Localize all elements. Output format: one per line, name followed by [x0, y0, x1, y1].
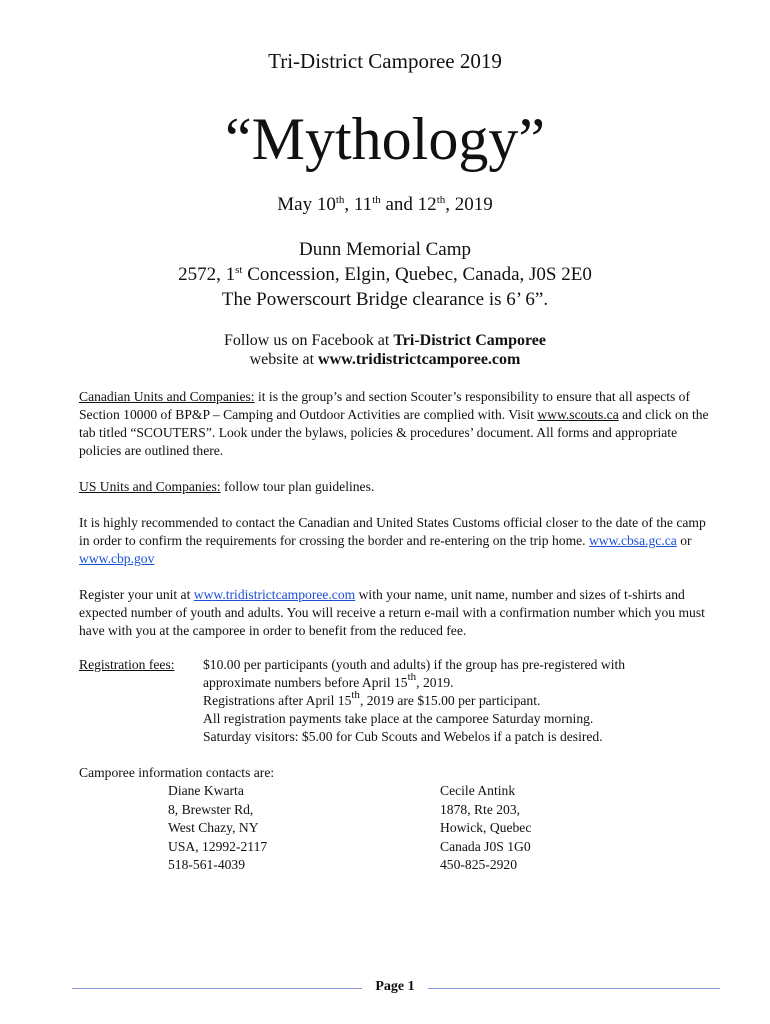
canadian-heading: Canadian Units and Companies:: [79, 389, 255, 404]
contact-city: West Chazy, NY: [168, 820, 259, 835]
cbsa-link[interactable]: www.cbsa.gc.ca: [588, 533, 677, 548]
fee-line: $10.00 per participants (youth and adults) if the group has pre-registered with: [203, 657, 626, 672]
contact-postal: Canada J0S 1G0: [440, 838, 531, 854]
contact-card-1: [168, 782, 267, 875]
website-line: website at www.tridistrictcamporee.com: [249, 351, 521, 368]
fee-line: Saturday visitors: $5.00 for Cub Scouts and Webelos if a patch is desired.: [203, 729, 603, 744]
fee-line: Registrations after April 15th, 2019 are $15.00 per participant.: [203, 689, 541, 708]
register-paragraph: Register your unit at www.tridistrictcamporee.com with your name, unit name, number and sizes of t-shirts and expected number of youth and adults. You will receive a return e-mail with a confirmation number which you must have with you at the camporee in order to benefit from the reduced fee.: [79, 587, 705, 638]
facebook-name: Tri-District Camporee: [393, 332, 546, 349]
website-url: www.tridistrictcamporee.com: [318, 351, 521, 368]
venue-address: 2572, 1st Concession, Elgin, Quebec, Canada, J0S 2E0: [178, 264, 592, 285]
page-number: Page 1: [375, 979, 415, 994]
follow-block: [0, 331, 770, 369]
contacts-label: Camporee information contacts are:: [79, 765, 275, 780]
canadian-paragraph: Canadian Units and Companies: it is the group’s and section Scouter’s responsibility to ensure that all aspects of Section 10000 of BP&P – Camping and Outdoor Activities are complied with. Visit www.scouts.ca and click on the tab titled “SCOUTERS”. Look under the bylaws, policies & procedures’ document. All forms and appropriate policies are outlined there.: [79, 389, 709, 458]
bridge-clearance: The Powerscourt Bridge clearance is 6’ 6”.: [221, 289, 549, 310]
contact-name: Diane Kwarta: [168, 783, 244, 798]
fees-lines: [203, 656, 719, 746]
contact-phone: 518-561-4039: [168, 857, 246, 872]
contact-postal: USA, 12992-2117: [168, 838, 268, 854]
register-link[interactable]: www.tridistrictcamporee.com: [193, 587, 356, 602]
contact-city: Howick, Quebec: [440, 820, 532, 835]
event-dates: May 10th, 11th and 12th, 2019: [277, 194, 493, 215]
contact-phone: 450-825-2920: [440, 857, 518, 872]
fee-line: All registration payments take place at the camporee Saturday morning.: [203, 711, 594, 726]
us-paragraph: US Units and Companies: follow tour plan guidelines.: [79, 479, 375, 494]
us-heading: US Units and Companies:: [79, 479, 221, 494]
footer-divider-right: [428, 988, 720, 989]
contact-name: Cecile Antink: [440, 783, 516, 798]
venue-block: [0, 237, 770, 312]
fees-label: Registration fees:: [79, 657, 175, 672]
venue-name: Dunn Memorial Camp: [298, 239, 472, 260]
event-title: Tri-District Camporee 2019: [268, 49, 502, 73]
fee-line: approximate numbers before April 15th, 2019.: [203, 671, 454, 690]
contact-card-2: [440, 782, 531, 875]
scouts-link[interactable]: www.scouts.ca: [537, 407, 619, 422]
contact-street: 1878, Rte 203,: [440, 801, 521, 817]
customs-paragraph: It is highly recommended to contact the Canadian and United States Customs official closer to the date of the camp in order to confirm the requirements for crossing the border and re-entering on the trip home. www.cbsa.gc.ca or www.cbp.gov: [79, 515, 706, 566]
footer-divider-left: [72, 988, 362, 989]
contact-street: 8, Brewster Rd,: [168, 801, 254, 817]
facebook-line: Follow us on Facebook at Tri-District Camporee: [223, 332, 546, 349]
cbp-link[interactable]: www.cbp.gov: [79, 551, 155, 566]
theme-title: “Mythology”: [225, 106, 545, 172]
